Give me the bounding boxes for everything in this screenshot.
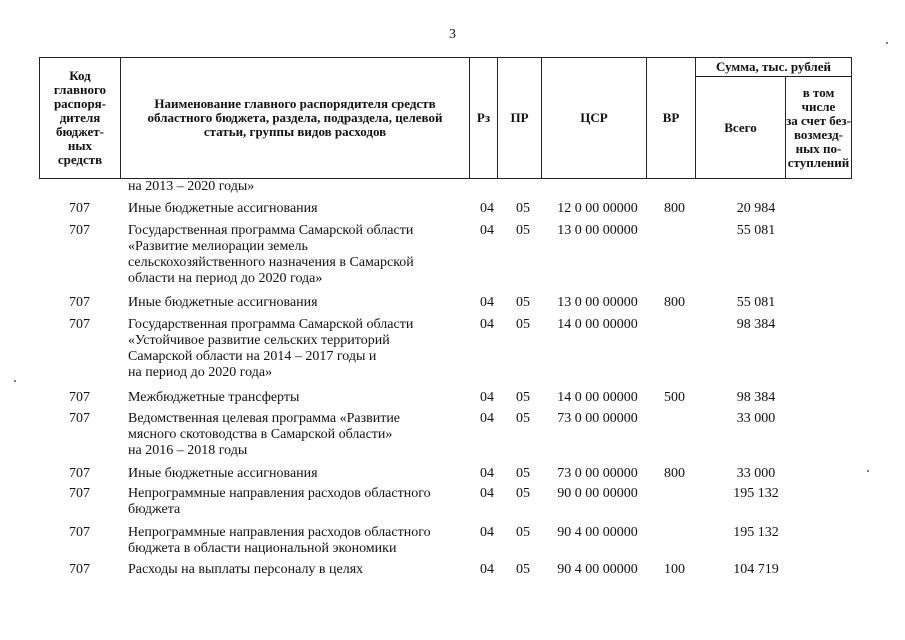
row-csr: 73 0 00 00000 (557, 466, 638, 481)
row-total: 195 132 (733, 486, 779, 501)
row-pr: 05 (516, 201, 530, 216)
header-pr: ПР (498, 58, 542, 179)
budget-table-header (39, 57, 852, 179)
table-row (39, 486, 851, 525)
table-row (39, 562, 851, 582)
row-vr: 800 (664, 295, 685, 310)
row-code: 707 (69, 317, 90, 332)
page-number: 3 (449, 27, 456, 42)
table-row (39, 390, 851, 411)
table-row (39, 466, 851, 486)
row-name: на 2013 – 2020 годы» (128, 179, 255, 194)
row-name: Иные бюджетные ассигнования (128, 201, 318, 216)
row-code: 707 (69, 201, 90, 216)
row-rz: 04 (480, 486, 494, 501)
row-vr: 500 (664, 390, 685, 405)
row-name: Иные бюджетные ассигнования (128, 295, 318, 310)
row-total: 98 384 (736, 390, 776, 405)
budget-table-body (39, 179, 851, 582)
table-row (39, 525, 851, 562)
row-csr: 12 0 00 00000 (557, 201, 638, 216)
header-vr: ВР (647, 58, 696, 179)
row-rz: 04 (480, 390, 494, 405)
table-row (39, 411, 851, 466)
row-pr: 05 (516, 466, 530, 481)
row-code: 707 (69, 411, 90, 426)
table-row (39, 317, 851, 390)
row-total: 55 081 (736, 295, 776, 310)
row-vr: 800 (664, 201, 685, 216)
row-total: 195 132 (733, 525, 779, 540)
header-incl: в том числе за счет без- возмезд- ных по- ступлений (786, 77, 852, 179)
row-rz: 04 (480, 466, 494, 481)
header-code: Код главного распоря- дителя бюджет- ных средств (40, 58, 121, 179)
row-vr: 800 (664, 466, 685, 481)
row-pr: 05 (516, 562, 530, 577)
row-rz: 04 (480, 525, 494, 540)
row-rz: 04 (480, 562, 494, 577)
row-code: 707 (69, 223, 90, 238)
row-csr: 90 4 00 00000 (557, 562, 638, 577)
scan-speck (867, 470, 869, 472)
row-name: Иные бюджетные ассигнования (128, 466, 318, 481)
row-name: Расходы на выплаты персоналу в целях (128, 562, 364, 577)
row-pr: 05 (516, 486, 530, 501)
row-csr: 73 0 00 00000 (557, 411, 638, 426)
row-csr: 90 4 00 00000 (557, 525, 638, 540)
row-code: 707 (69, 466, 90, 481)
row-pr: 05 (516, 525, 530, 540)
table-row (39, 201, 851, 223)
row-pr: 05 (516, 223, 530, 238)
row-name: Межбюджетные трансферты (128, 390, 300, 405)
row-pr: 05 (516, 390, 530, 405)
row-vr: 100 (664, 562, 685, 577)
row-rz: 04 (480, 411, 494, 426)
row-csr: 90 0 00 00000 (557, 486, 638, 501)
row-total: 33 000 (736, 466, 776, 481)
row-name: Государственная программа Самарской области «Устойчивое развитие сельских территорий Самарской области на 2014 – 2017 годы и на период до 2020 года» (128, 317, 414, 380)
row-total: 33 000 (736, 411, 776, 426)
scan-speck (886, 42, 888, 44)
row-csr: 14 0 00 00000 (557, 390, 638, 405)
row-pr: 05 (516, 411, 530, 426)
row-csr: 13 0 00 00000 (557, 223, 638, 238)
row-csr: 13 0 00 00000 (557, 295, 638, 310)
row-code: 707 (69, 390, 90, 405)
row-code: 707 (69, 295, 90, 310)
table-row (39, 179, 851, 201)
row-total: 98 384 (736, 317, 776, 332)
row-code: 707 (69, 525, 90, 540)
row-rz: 04 (480, 223, 494, 238)
header-rz: Рз (470, 58, 498, 179)
row-total: 20 984 (736, 201, 776, 216)
row-rz: 04 (480, 201, 494, 216)
header-total: Всего (696, 77, 786, 179)
row-pr: 05 (516, 317, 530, 332)
row-name: Ведомственная целевая программа «Развитие мясного скотоводства в Самарской области» на 2016 – 2018 годы (128, 411, 401, 458)
header-sum: Сумма, тыс. рублей (696, 58, 852, 77)
table-row (39, 223, 851, 295)
header-csr: ЦСР (542, 58, 647, 179)
row-name: Непрограммные направления расходов областного бюджета (128, 486, 431, 517)
header-name: Наименование главного распорядителя средств областного бюджета, раздела, подраздела, целевой статьи, группы видов расходов (121, 58, 470, 179)
row-name: Непрограммные направления расходов областного бюджета в области национальной экономики (128, 525, 431, 556)
row-csr: 14 0 00 00000 (557, 317, 638, 332)
row-rz: 04 (480, 317, 494, 332)
scan-speck (14, 380, 16, 382)
row-rz: 04 (480, 295, 494, 310)
row-pr: 05 (516, 295, 530, 310)
row-total: 55 081 (736, 223, 776, 238)
row-total: 104 719 (733, 562, 779, 577)
table-row (39, 295, 851, 317)
row-code: 707 (69, 562, 90, 577)
row-code: 707 (69, 486, 90, 501)
row-name: Государственная программа Самарской области «Развитие мелиорации земель сельскохозяйственного назначения в Самарской области на период до 2020 года» (128, 223, 414, 286)
